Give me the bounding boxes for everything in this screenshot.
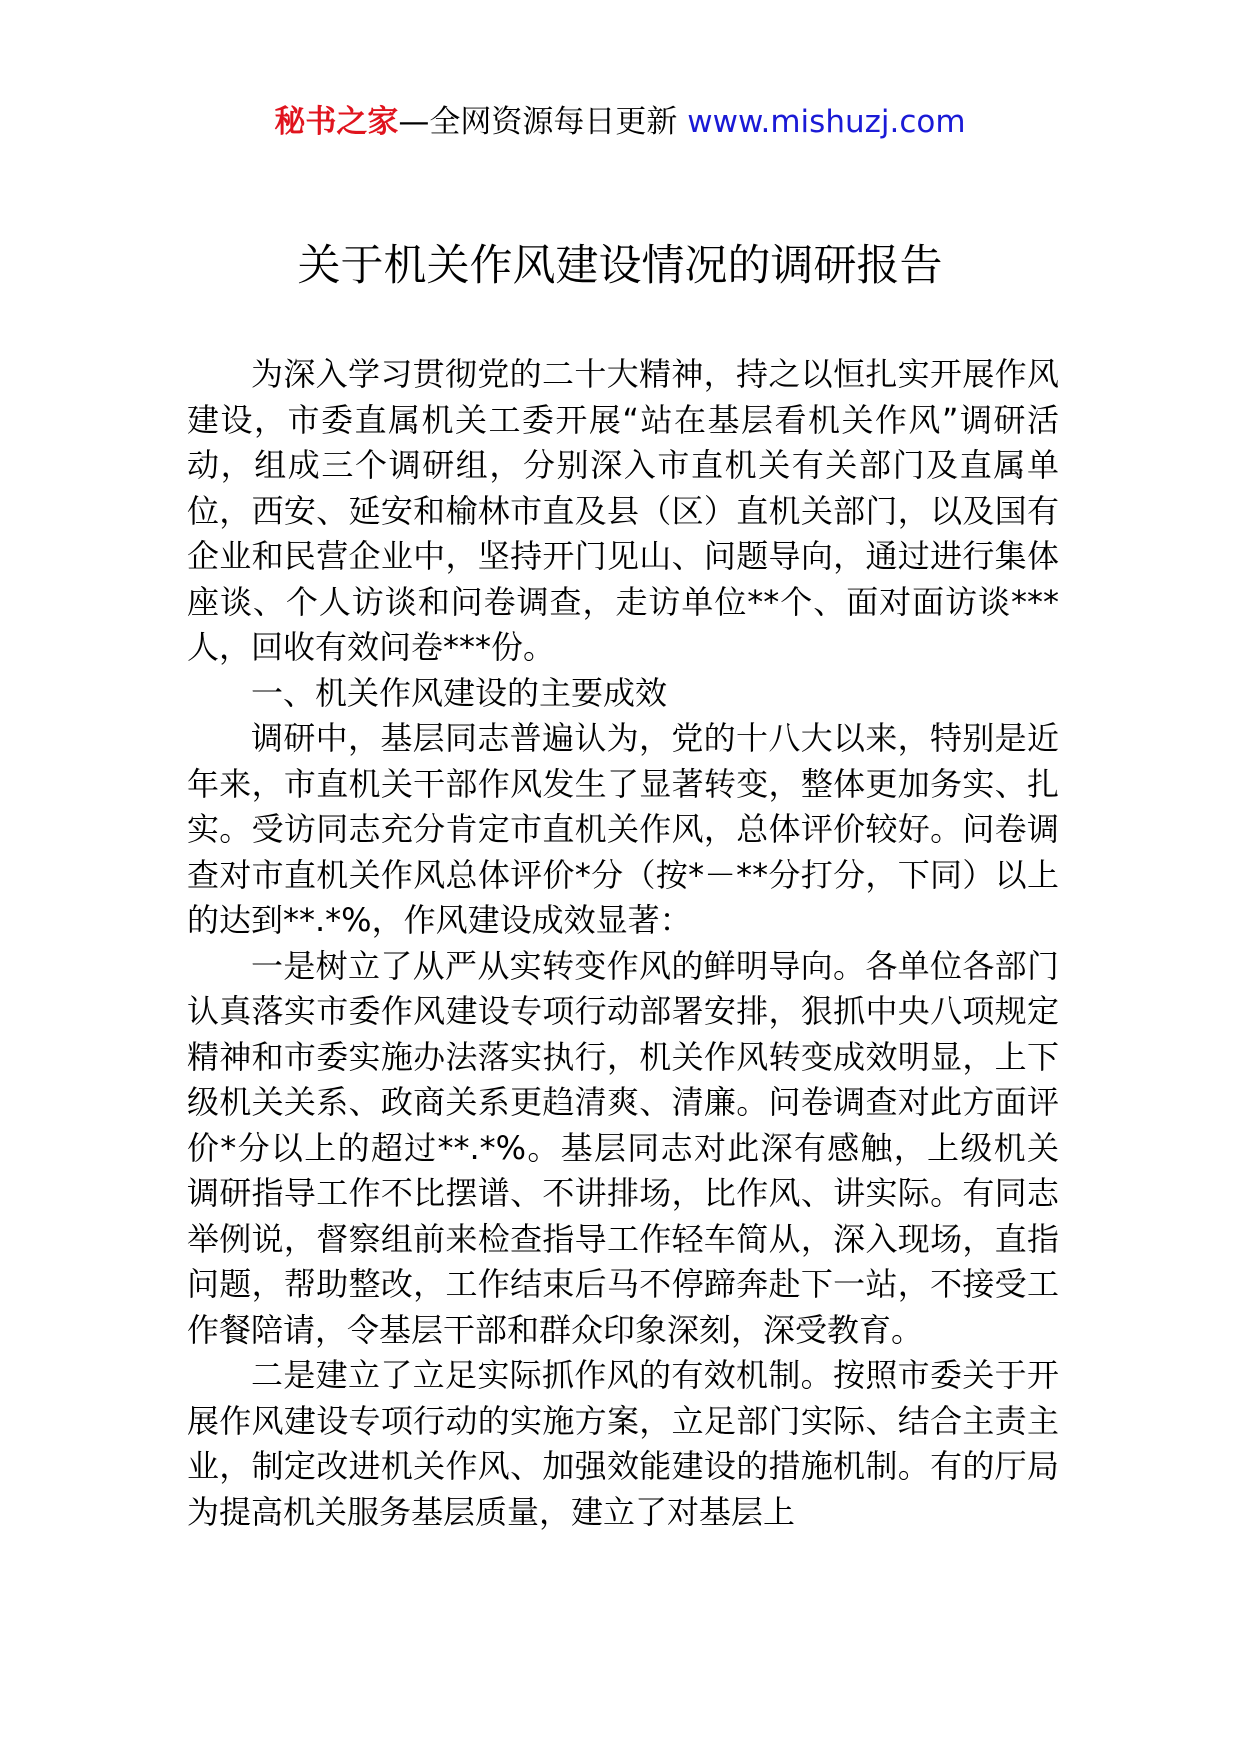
paragraph-intro: 为深入学习贯彻党的二十大精神，持之以恒扎实开展作风建设，市委直属机关工委开展“站在基层看机关作风”调研活动，组成三个调研组，分别深入市直机关有关部门及直属单位，西安、延安和榆林市直及县（区）直机关部门，以及国有企业和民营企业中，坚持开门见山、问题导向，通过进行集体座谈、个人访谈和问卷调查，走访单位**个、面对面访谈***人，回收有效问卷***份。 <box>187 355 1059 666</box>
paragraph-point-one: 一是树立了从严从实转变作风的鲜明导向。各单位各部门认真落实市委作风建设专项行动部署安排，狠抓中央八项规定精神和市委实施办法落实执行，机关作风转变成效明显，上下级机关关系、政商关系更趋清爽、清廉。问卷调查对此方面评价*分以上的超过**.*%。基层同志对此深有感触，上级机关调研指导工作不比摆谱、不讲排场，比作风、讲实际。有同志举例说，督察组前来检查指导工作轻车简从，深入现场，直指问题，帮助整改，工作结束后马不停蹄奔赴下一站，不接受工作餐陪请，令基层干部和群众印象深刻，深受教育。 <box>187 946 1059 1349</box>
document-body <box>187 352 1059 1535</box>
paragraph-overview: 调研中，基层同志普遍认为，党的十八大以来，特别是近年来，市直机关干部作风发生了显著转变，整体更加务实、扎实。受访同志充分肯定市直机关作风，总体评价较好。问卷调查对市直机关作风总体评价*分（按*－**分打分，下同）以上的达到**.*%，作风建设成效显著： <box>187 719 1059 939</box>
paragraph-point-two: 二是建立了立足实际抓作风的有效机制。按照市委关于开展作风建设专项行动的实施方案，立足部门实际、结合主责主业，制定改进机关作风、加强效能建设的措施机制。有的厅局为提高机关服务基层质量，建立了对基层上 <box>187 1356 1059 1531</box>
header-slogan: —全网资源每日更新 <box>398 104 678 140</box>
brand-name: 秘书之家 <box>274 104 399 140</box>
site-url-link[interactable]: www.mishuzj.com <box>687 104 966 140</box>
document-title: 关于机关作风建设情况的调研报告 <box>297 241 943 291</box>
section-heading-achievements: 一、机关作风建设的主要成效 <box>251 673 668 712</box>
site-header <box>0 100 1240 144</box>
